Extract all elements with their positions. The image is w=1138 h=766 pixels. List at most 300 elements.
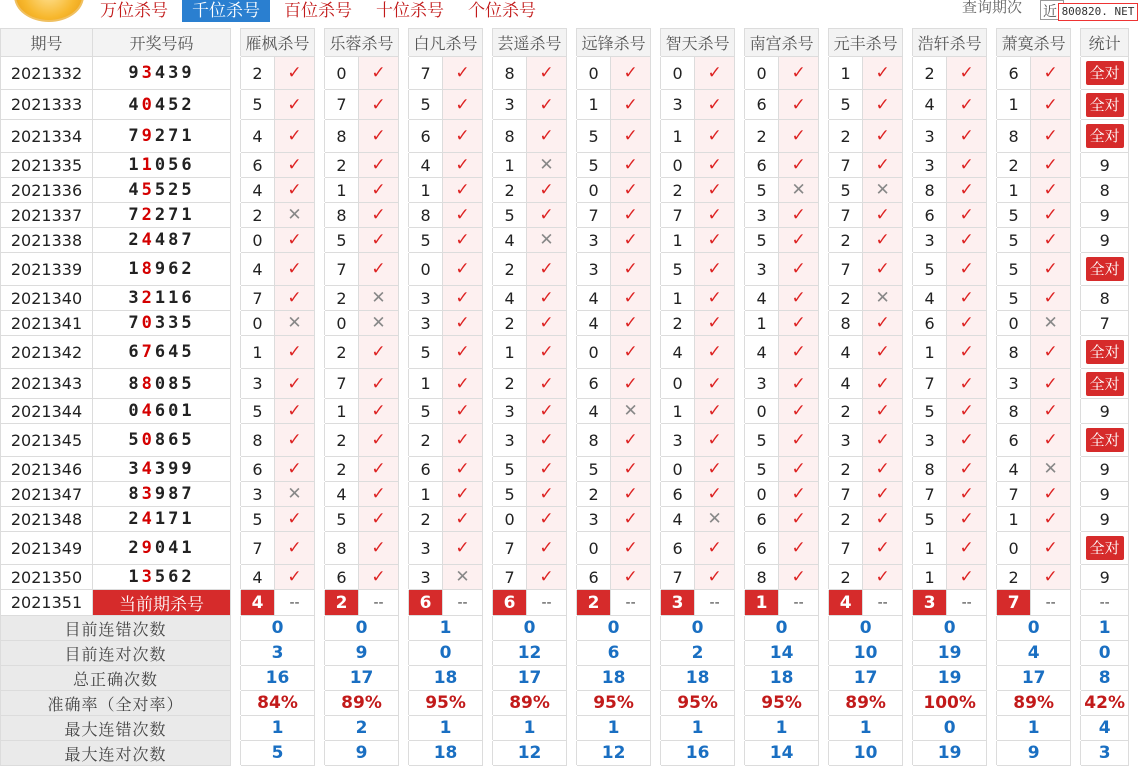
- column-gap: [987, 336, 997, 369]
- column-gap: [1071, 120, 1081, 153]
- kill-digit: 0: [325, 311, 359, 336]
- draw-digit: 1: [128, 155, 142, 175]
- summary-value: 18: [409, 666, 483, 691]
- check-mark-icon: ✓: [947, 565, 987, 590]
- column-gap: [903, 203, 913, 228]
- kill-digit: 7: [325, 369, 359, 399]
- draw-digit-thousands: 8: [141, 259, 155, 279]
- draw-numbers: [93, 153, 231, 178]
- kill-digit: 7: [493, 532, 527, 565]
- query-period-select[interactable]: 近: [1040, 0, 1064, 20]
- summary-value: 0: [409, 641, 483, 666]
- check-mark-icon: ✓: [275, 178, 315, 203]
- column-gap: [567, 741, 577, 766]
- draw-digit: 5: [181, 342, 195, 362]
- kill-digit: 3: [829, 424, 863, 457]
- summary-value: 95%: [409, 691, 483, 716]
- column-gap: [903, 336, 913, 369]
- check-mark-icon: ✓: [443, 178, 483, 203]
- kill-digit: 1: [661, 399, 695, 424]
- draw-digit: 1: [168, 288, 182, 308]
- summary-value: 10: [829, 641, 903, 666]
- kill-digit: 1: [409, 178, 443, 203]
- draw-numbers: [93, 482, 231, 507]
- column-gap: [1071, 286, 1081, 311]
- kill-digit: 0: [661, 57, 695, 90]
- issue-number: 2021337: [1, 203, 93, 228]
- column-gap: [315, 253, 325, 286]
- check-mark-icon: ✓: [611, 57, 651, 90]
- column-gap: [651, 741, 661, 766]
- check-mark-icon: ✓: [443, 532, 483, 565]
- kill-digit: 2: [325, 153, 359, 178]
- header-expert: 萧寞杀号: [997, 29, 1071, 57]
- check-mark-icon: ✓: [1031, 399, 1071, 424]
- current-kill-label: 当前期杀号: [93, 590, 231, 616]
- kill-digit: 5: [577, 457, 611, 482]
- header-expert: 芸遥杀号: [493, 29, 567, 57]
- draw-digit: 2: [128, 538, 142, 558]
- draw-digit: 8: [128, 373, 142, 394]
- kill-digit: 2: [493, 178, 527, 203]
- draw-digit: 0: [154, 155, 169, 175]
- summary-value: 10: [829, 741, 903, 766]
- kill-digit: 7: [913, 369, 947, 399]
- check-mark-icon: ✓: [947, 178, 987, 203]
- check-mark-icon: ✓: [1031, 369, 1071, 399]
- summary-label: 最大连对次数: [1, 741, 231, 766]
- check-mark-icon: ✓: [695, 336, 735, 369]
- position-tabs: [90, 0, 550, 24]
- column-gap: [903, 120, 913, 153]
- check-mark-icon: ✓: [863, 90, 903, 120]
- draw-digit-thousands: 2: [141, 288, 155, 308]
- check-mark-icon: ✓: [527, 203, 567, 228]
- kill-digit: 6: [325, 565, 359, 590]
- kill-digit: 6: [661, 532, 695, 565]
- draw-digit: 7: [181, 230, 195, 250]
- kill-digit: 3: [661, 90, 695, 120]
- column-gap: [399, 616, 409, 641]
- header-stat: 统计: [1081, 29, 1129, 57]
- check-mark-icon: ✓: [1031, 203, 1071, 228]
- check-mark-icon: ✓: [779, 286, 819, 311]
- issue-number: 2021333: [1, 90, 93, 120]
- column-gap: [567, 565, 577, 590]
- column-gap: [987, 590, 997, 616]
- check-mark-icon: ✓: [527, 532, 567, 565]
- column-gap: [1071, 641, 1081, 666]
- summary-value: 19: [913, 666, 987, 691]
- summary-value: 0: [241, 616, 315, 641]
- column-gap: [735, 716, 745, 741]
- column-gap: [231, 457, 241, 482]
- kill-digit: 5: [325, 507, 359, 532]
- kill-digit: 1: [745, 311, 779, 336]
- check-mark-icon: ✓: [1031, 532, 1071, 565]
- table-row: [1, 532, 1129, 565]
- column-gap: [735, 691, 745, 716]
- kill-digit: 0: [577, 532, 611, 565]
- tab-1[interactable]: 万位杀号: [100, 1, 168, 21]
- draw-digit: 0: [128, 401, 142, 421]
- kill-digit: 0: [241, 311, 275, 336]
- summary-value: 0: [913, 716, 987, 741]
- cross-mark-icon: ✕: [359, 286, 399, 311]
- kill-digit: 1: [913, 532, 947, 565]
- column-gap: [315, 590, 325, 616]
- header-expert: 雁枫杀号: [241, 29, 315, 57]
- kill-digit: 5: [913, 507, 947, 532]
- check-mark-icon: ✓: [863, 369, 903, 399]
- kill-digit: 1: [409, 482, 443, 507]
- summary-value: 9: [325, 641, 399, 666]
- column-gap: [1071, 311, 1081, 336]
- check-mark-icon: ✓: [779, 311, 819, 336]
- kill-digit: 0: [241, 228, 275, 253]
- column-gap: [483, 482, 493, 507]
- check-mark-icon: ✓: [359, 120, 399, 153]
- summary-value: 9: [997, 741, 1071, 766]
- column-gap: [819, 336, 829, 369]
- column-gap: [651, 399, 661, 424]
- check-mark-icon: ✓: [359, 369, 399, 399]
- check-mark-icon: ✓: [779, 253, 819, 286]
- kill-digit: 5: [997, 286, 1031, 311]
- tab-3[interactable]: 百位杀号: [284, 1, 352, 21]
- check-mark-icon: ✓: [611, 482, 651, 507]
- column-gap: [651, 153, 661, 178]
- draw-numbers: [93, 178, 231, 203]
- column-gap: [315, 228, 325, 253]
- column-gap: [483, 120, 493, 153]
- column-gap: [231, 641, 241, 666]
- kill-digit: 4: [577, 399, 611, 424]
- kill-digit: 5: [493, 482, 527, 507]
- check-mark-icon: ✓: [359, 336, 399, 369]
- check-mark-icon: ✓: [779, 532, 819, 565]
- column-gap: [1071, 565, 1081, 590]
- column-gap: [651, 203, 661, 228]
- column-gap: [1071, 228, 1081, 253]
- kill-digit: 2: [829, 507, 863, 532]
- check-mark-icon: ✓: [863, 507, 903, 532]
- column-gap: [819, 228, 829, 253]
- check-mark-icon: ✓: [863, 399, 903, 424]
- check-mark-icon: ✓: [779, 507, 819, 532]
- column-gap: [483, 203, 493, 228]
- column-gap: [735, 57, 745, 90]
- correct-count: 8: [1099, 288, 1110, 308]
- column-gap: [819, 691, 829, 716]
- column-gap: [987, 424, 997, 457]
- kill-digit: 2: [829, 228, 863, 253]
- column-gap: [903, 482, 913, 507]
- check-mark-icon: ✓: [611, 532, 651, 565]
- check-mark-icon: ✓: [947, 369, 987, 399]
- kill-digit: 5: [409, 90, 443, 120]
- tab-5[interactable]: 个位杀号: [468, 1, 536, 21]
- kill-digit: 3: [493, 424, 527, 457]
- kill-digit: 6: [661, 482, 695, 507]
- kill-digit: 4: [913, 90, 947, 120]
- header-expert: 白凡杀号: [409, 29, 483, 57]
- check-mark-icon: ✓: [695, 203, 735, 228]
- column-gap: [315, 178, 325, 203]
- stat-cell: [1081, 90, 1129, 120]
- kill-digit: 8: [997, 399, 1031, 424]
- kill-digit: 4: [241, 253, 275, 286]
- column-gap: [819, 565, 829, 590]
- check-mark-icon: ✓: [1031, 507, 1071, 532]
- kill-digit: 1: [997, 90, 1031, 120]
- column-gap: [399, 29, 409, 57]
- kill-digit: 0: [577, 57, 611, 90]
- check-mark-icon: ✓: [611, 507, 651, 532]
- check-mark-icon: ✓: [1031, 153, 1071, 178]
- check-mark-icon: ✓: [695, 565, 735, 590]
- column-gap: [735, 336, 745, 369]
- draw-digit: 4: [128, 180, 142, 200]
- kill-digit: 3: [913, 153, 947, 178]
- check-mark-icon: ✓: [947, 532, 987, 565]
- stat-cell: [1081, 203, 1129, 228]
- draw-digit: 3: [154, 313, 169, 333]
- kill-digit: 2: [997, 153, 1031, 178]
- draw-digit: 0: [154, 373, 169, 394]
- column-gap: [987, 616, 997, 641]
- stat-cell: [1081, 369, 1129, 399]
- column-gap: [315, 666, 325, 691]
- kill-digit: 5: [997, 228, 1031, 253]
- column-gap: [1071, 590, 1081, 616]
- check-mark-icon: ✓: [359, 457, 399, 482]
- kill-digit: 0: [409, 253, 443, 286]
- kill-digit: 3: [409, 286, 443, 311]
- draw-numbers: [93, 336, 231, 369]
- check-mark-icon: ✓: [947, 482, 987, 507]
- all-correct-badge: 全对: [1086, 428, 1124, 452]
- column-gap: [399, 203, 409, 228]
- draw-digit: 3: [168, 313, 182, 333]
- kill-digit: 8: [409, 203, 443, 228]
- column-gap: [567, 286, 577, 311]
- column-gap: [735, 90, 745, 120]
- draw-numbers: [93, 399, 231, 424]
- draw-digit: 7: [168, 126, 182, 146]
- check-mark-icon: ✓: [275, 336, 315, 369]
- column-gap: [819, 311, 829, 336]
- summary-value: 17: [829, 666, 903, 691]
- table-row: [1, 90, 1129, 120]
- column-gap: [987, 641, 997, 666]
- summary-value: 0: [997, 616, 1071, 641]
- pending-result: --: [1031, 590, 1071, 616]
- check-mark-icon: ✓: [1031, 57, 1071, 90]
- draw-digit: 1: [154, 509, 169, 529]
- column-gap: [987, 228, 997, 253]
- draw-digit: 6: [168, 567, 182, 587]
- column-gap: [231, 286, 241, 311]
- check-mark-icon: ✓: [947, 253, 987, 286]
- check-mark-icon: ✓: [947, 153, 987, 178]
- column-gap: [819, 641, 829, 666]
- column-gap: [231, 57, 241, 90]
- summary-value: 17: [325, 666, 399, 691]
- kill-digit: 5: [829, 90, 863, 120]
- summary-value: 1: [997, 716, 1071, 741]
- pending-result: --: [611, 590, 651, 616]
- check-mark-icon: ✓: [527, 507, 567, 532]
- kill-digit: 8: [493, 57, 527, 90]
- kill-digit: 5: [577, 120, 611, 153]
- check-mark-icon: ✓: [611, 336, 651, 369]
- check-mark-icon: ✓: [947, 507, 987, 532]
- stat-cell: [1081, 153, 1129, 178]
- check-mark-icon: ✓: [947, 228, 987, 253]
- column-gap: [231, 716, 241, 741]
- correct-count: 8: [1099, 180, 1110, 200]
- column-gap: [1071, 691, 1081, 716]
- check-mark-icon: ✓: [1031, 228, 1071, 253]
- draw-numbers: [93, 369, 231, 399]
- header-numbers: 开奖号码: [93, 29, 231, 57]
- column-gap: [903, 741, 913, 766]
- column-gap: [567, 507, 577, 532]
- kill-digit: 4: [493, 228, 527, 253]
- check-mark-icon: ✓: [863, 253, 903, 286]
- column-gap: [315, 399, 325, 424]
- column-gap: [399, 532, 409, 565]
- check-mark-icon: ✓: [527, 311, 567, 336]
- summary-value: 89%: [325, 691, 399, 716]
- kill-digit: 5: [577, 153, 611, 178]
- draw-digit: 4: [154, 63, 169, 83]
- draw-digit: 3: [128, 459, 142, 479]
- column-gap: [399, 641, 409, 666]
- column-gap: [819, 286, 829, 311]
- column-gap: [651, 369, 661, 399]
- kill-digit: 6: [745, 153, 779, 178]
- check-mark-icon: ✓: [527, 178, 567, 203]
- column-gap: [567, 424, 577, 457]
- check-mark-icon: ✓: [275, 120, 315, 153]
- summary-value: 1: [493, 716, 567, 741]
- kill-digit: 7: [241, 286, 275, 311]
- column-gap: [1071, 369, 1081, 399]
- check-mark-icon: ✓: [695, 482, 735, 507]
- kill-digit: 3: [493, 90, 527, 120]
- check-mark-icon: ✓: [443, 228, 483, 253]
- column-gap: [735, 153, 745, 178]
- table-row: [1, 153, 1129, 178]
- draw-digit: 9: [154, 484, 169, 504]
- check-mark-icon: ✓: [359, 153, 399, 178]
- kill-digit: 5: [913, 399, 947, 424]
- summary-row: [1, 616, 1129, 641]
- check-mark-icon: ✓: [947, 311, 987, 336]
- column-gap: [483, 616, 493, 641]
- check-mark-icon: ✓: [443, 286, 483, 311]
- issue-number: 2021332: [1, 57, 93, 90]
- header-expert: 远锋杀号: [577, 29, 651, 57]
- summary-value: 0: [829, 616, 903, 641]
- check-mark-icon: ✓: [947, 336, 987, 369]
- table-row: [1, 482, 1129, 507]
- summary-value: 89%: [493, 691, 567, 716]
- tab-4[interactable]: 十位杀号: [376, 1, 444, 21]
- stat-cell: [1081, 311, 1129, 336]
- column-gap: [399, 741, 409, 766]
- draw-digit: 9: [181, 459, 195, 479]
- column-gap: [231, 741, 241, 766]
- column-gap: [651, 457, 661, 482]
- kill-digit: 7: [409, 57, 443, 90]
- check-mark-icon: ✓: [695, 153, 735, 178]
- issue-number: 2021345: [1, 424, 93, 457]
- correct-count: 9: [1099, 509, 1110, 529]
- kill-digit: 0: [745, 482, 779, 507]
- kill-digit: 2: [997, 565, 1031, 590]
- all-correct-badge: 全对: [1086, 61, 1124, 85]
- correct-count: 9: [1099, 155, 1110, 175]
- kill-digit: 5: [493, 203, 527, 228]
- column-gap: [987, 532, 997, 565]
- table-row: [1, 424, 1129, 457]
- check-mark-icon: ✓: [527, 369, 567, 399]
- check-mark-icon: ✓: [611, 228, 651, 253]
- column-gap: [483, 286, 493, 311]
- draw-digit: 6: [181, 155, 195, 175]
- column-gap: [1071, 532, 1081, 565]
- table-row: [1, 203, 1129, 228]
- column-gap: [1071, 29, 1081, 57]
- check-mark-icon: ✓: [1031, 565, 1071, 590]
- column-gap: [483, 666, 493, 691]
- column-gap: [399, 153, 409, 178]
- column-gap: [735, 457, 745, 482]
- issue-number: 2021341: [1, 311, 93, 336]
- kill-digit: 3: [913, 424, 947, 457]
- tab-2[interactable]: 千位杀号: [182, 0, 270, 22]
- check-mark-icon: ✓: [863, 228, 903, 253]
- column-gap: [399, 286, 409, 311]
- draw-digit: 2: [181, 567, 195, 587]
- check-mark-icon: ✓: [863, 424, 903, 457]
- check-mark-icon: ✓: [275, 228, 315, 253]
- kill-digit: 0: [661, 153, 695, 178]
- kill-digit: 1: [997, 507, 1031, 532]
- header-expert: 乐蓉杀号: [325, 29, 399, 57]
- kill-digit: 7: [493, 565, 527, 590]
- kill-digit: 0: [325, 57, 359, 90]
- check-mark-icon: ✓: [275, 253, 315, 286]
- column-gap: [399, 691, 409, 716]
- column-gap: [735, 590, 745, 616]
- cross-mark-icon: ✕: [275, 203, 315, 228]
- issue-number: 2021348: [1, 507, 93, 532]
- draw-digit-thousands: 4: [141, 459, 155, 479]
- table-row: [1, 369, 1129, 399]
- kill-digit: 5: [409, 336, 443, 369]
- draw-digit: 5: [154, 567, 169, 587]
- column-gap: [567, 532, 577, 565]
- check-mark-icon: ✓: [527, 457, 567, 482]
- column-gap: [231, 203, 241, 228]
- summary-value: 8: [1081, 666, 1129, 691]
- draw-digit: 8: [168, 230, 182, 250]
- kill-digit: 4: [997, 457, 1031, 482]
